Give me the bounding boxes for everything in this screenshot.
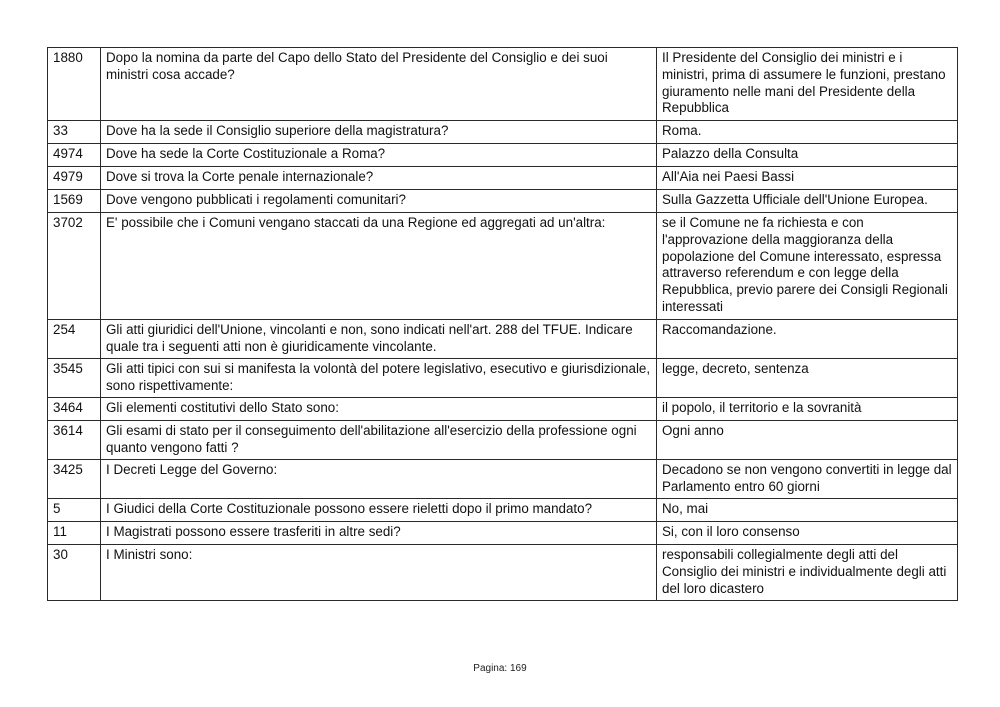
question-id: 3464 xyxy=(48,398,101,421)
table-row xyxy=(48,398,958,421)
question-text: Gli elementi costitutivi dello Stato sono: xyxy=(101,398,657,421)
question-text: Dove ha la sede il Consiglio superiore della magistratura? xyxy=(101,121,657,144)
question-text: I Decreti Legge del Governo: xyxy=(101,460,657,499)
table-row xyxy=(48,545,958,601)
question-text: Dove vengono pubblicati i regolamenti comunitari? xyxy=(101,190,657,213)
table-row xyxy=(48,190,958,213)
table-row xyxy=(48,144,958,167)
question-text: Dove ha sede la Corte Costituzionale a Roma? xyxy=(101,144,657,167)
question-text: Gli atti giuridici dell'Unione, vincolanti e non, sono indicati nell'art. 288 del TFUE. Indicare quale tra i seguenti atti non è giuridicamente vincolante. xyxy=(101,320,657,359)
answer-text: No, mai xyxy=(657,499,958,522)
question-text: I Giudici della Corte Costituzionale possono essere rieletti dopo il primo mandato? xyxy=(101,499,657,522)
question-answer-table xyxy=(47,47,958,601)
question-text: I Magistrati possono essere trasferiti in altre sedi? xyxy=(101,522,657,545)
question-id: 1569 xyxy=(48,190,101,213)
answer-text: responsabili collegialmente degli atti del Consiglio dei ministri e individualmente degli atti del loro dicastero xyxy=(657,545,958,601)
question-id: 3425 xyxy=(48,460,101,499)
question-id: 4974 xyxy=(48,144,101,167)
question-text: Dove si trova la Corte penale internazionale? xyxy=(101,167,657,190)
answer-text: Sulla Gazzetta Ufficiale dell'Unione Europea. xyxy=(657,190,958,213)
question-text: Dopo la nomina da parte del Capo dello Stato del Presidente del Consiglio e dei suoi ministri cosa accade? xyxy=(101,48,657,121)
table-row xyxy=(48,48,958,121)
question-text: I Ministri sono: xyxy=(101,545,657,601)
answer-text: Si, con il loro consenso xyxy=(657,522,958,545)
answer-text: Il Presidente del Consiglio dei ministri e i ministri, prima di assumere le funzioni, prestano giuramento nelle mani del Presidente della Repubblica xyxy=(657,48,958,121)
table-row xyxy=(48,121,958,144)
page-number: Pagina: 169 xyxy=(473,663,527,674)
table-row xyxy=(48,320,958,359)
answer-text: Ogni anno xyxy=(657,421,958,460)
question-id: 33 xyxy=(48,121,101,144)
question-id: 4979 xyxy=(48,167,101,190)
answer-text: legge, decreto, sentenza xyxy=(657,359,958,398)
question-text: E' possibile che i Comuni vengano staccati da una Regione ed aggregati ad un'altra: xyxy=(101,213,657,320)
question-text: Gli atti tipici con sui si manifesta la volontà del potere legislativo, esecutivo e giurisdizionale, sono rispettivamente: xyxy=(101,359,657,398)
answer-text: All'Aia nei Paesi Bassi xyxy=(657,167,958,190)
question-id: 3614 xyxy=(48,421,101,460)
question-id: 11 xyxy=(48,522,101,545)
question-id: 254 xyxy=(48,320,101,359)
answer-text: Decadono se non vengono convertiti in legge dal Parlamento entro 60 giorni xyxy=(657,460,958,499)
answer-text: Roma. xyxy=(657,121,958,144)
table-row xyxy=(48,213,958,320)
question-id: 1880 xyxy=(48,48,101,121)
table-row xyxy=(48,499,958,522)
answer-text: Palazzo della Consulta xyxy=(657,144,958,167)
question-id: 3702 xyxy=(48,213,101,320)
table-row xyxy=(48,421,958,460)
question-id: 3545 xyxy=(48,359,101,398)
table-row xyxy=(48,460,958,499)
table-row xyxy=(48,359,958,398)
table-row xyxy=(48,167,958,190)
answer-text: Raccomandazione. xyxy=(657,320,958,359)
table-row xyxy=(48,522,958,545)
answer-text: il popolo, il territorio e la sovranità xyxy=(657,398,958,421)
answer-text: se il Comune ne fa richiesta e con l'approvazione della maggioranza della popolazione del Comune interessato, espressa attraverso referendum e con legge della Repubblica, previo parere dei Consigli Regionali interessati xyxy=(657,213,958,320)
question-id: 30 xyxy=(48,545,101,601)
question-id: 5 xyxy=(48,499,101,522)
question-text: Gli esami di stato per il conseguimento dell'abilitazione all'esercizio della professione ogni quanto vengono fatti ? xyxy=(101,421,657,460)
